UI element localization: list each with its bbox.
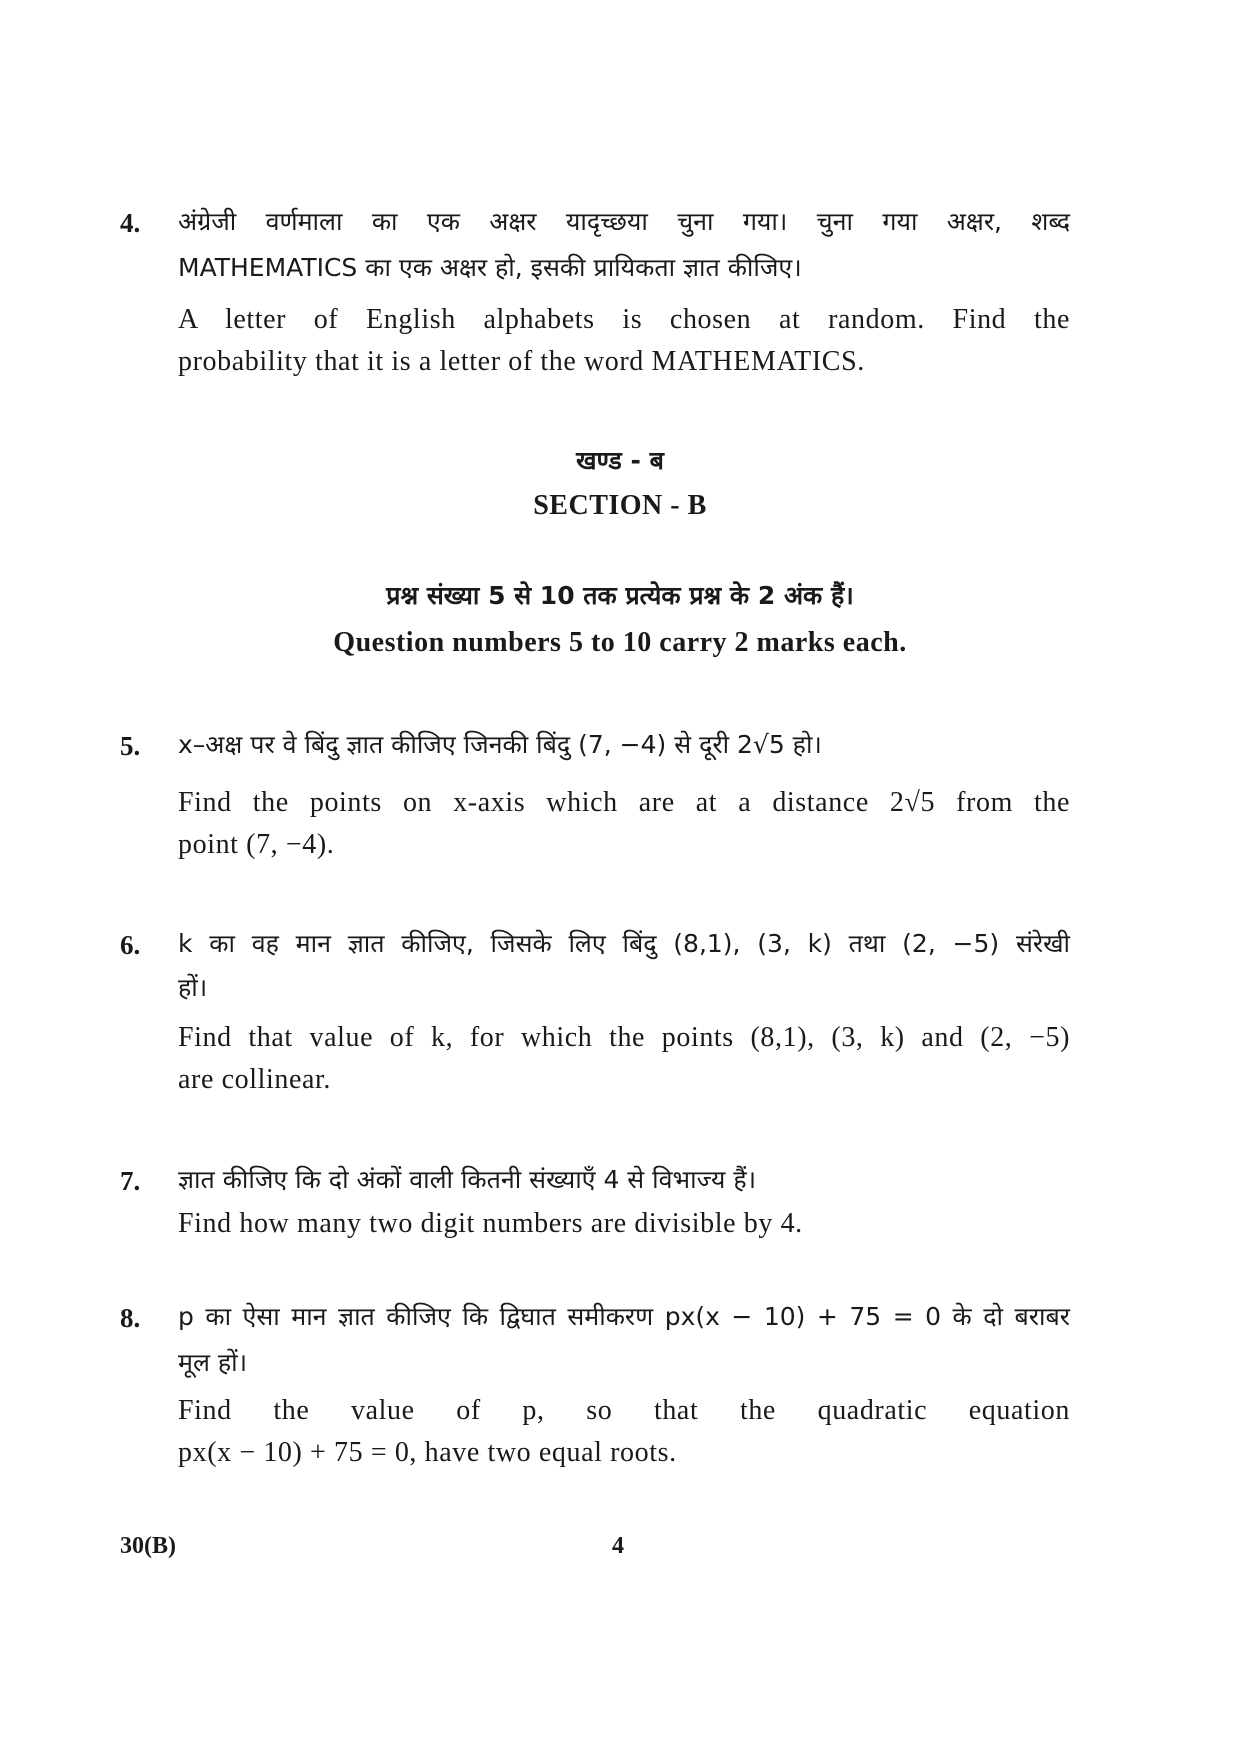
question-number: 6. [120, 930, 141, 960]
question-english-line: px(x − 10) + 75 = 0, have two equal roots. [178, 1437, 677, 1468]
question-hindi-line: MATHEMATICS का एक अक्षर हो, इसकी प्रायिकता ज्ञात कीजिए। [178, 253, 802, 282]
question-number: 4. [120, 208, 141, 238]
question-english-line: Find the value of p, so that the quadratic equation [178, 1395, 1070, 1426]
question-english-line: Find the points on x-axis which are at a distance 2√5 from the [178, 787, 1070, 818]
question-number: 7. [120, 1166, 141, 1196]
question-hindi-line: x–अक्ष पर वे बिंदु ज्ञात कीजिए जिनकी बिंदु (7, −4) से दूरी 2√5 हो। [178, 730, 822, 759]
question-hindi-line: अंग्रेजी वर्णमाला का एक अक्षर यादृच्छया चुना गया। चुना गया अक्षर, शब्द [178, 207, 1070, 236]
question-hindi-line: ज्ञात कीजिए कि दो अंकों वाली कितनी संख्याएँ 4 से विभाज्य हैं। [178, 1165, 757, 1194]
question-english-line: probability that it is a letter of the word MATHEMATICS. [178, 346, 865, 377]
question-english-line: point (7, −4). [178, 829, 335, 860]
question-hindi-line: मूल हों। [178, 1348, 248, 1377]
section-title-hindi: खण्ड - ब [576, 446, 664, 475]
section-instruction-hindi: प्रश्न संख्या 5 से 10 तक प्रत्येक प्रश्न के 2 अंक हैं। [386, 581, 854, 610]
page-number: 4 [612, 1533, 624, 1559]
question-english-line: Find how many two digit numbers are divisible by 4. [178, 1208, 803, 1239]
section-title-english: SECTION - B [533, 490, 707, 521]
question-number: 5. [120, 731, 141, 761]
question-english-line: Find that value of k, for which the points (8,1), (3, k) and (2, −5) [178, 1022, 1070, 1053]
question-english-line: are collinear. [178, 1064, 331, 1095]
question-hindi-line: हों। [178, 973, 208, 1002]
question-hindi-line: p का ऐसा मान ज्ञात कीजिए कि द्विघात समीकरण px(x − 10) + 75 = 0 के दो बराबर [178, 1302, 1070, 1331]
question-hindi-line: k का वह मान ज्ञात कीजिए, जिसके लिए बिंदु (8,1), (3, k) तथा (2, −5) संरेखी [178, 929, 1070, 958]
question-number: 8. [120, 1303, 141, 1333]
question-english-line: A letter of English alphabets is chosen at random. Find the [178, 304, 1070, 335]
section-instruction-english: Question numbers 5 to 10 carry 2 marks each. [333, 627, 907, 658]
paper-code: 30(B) [120, 1533, 176, 1559]
